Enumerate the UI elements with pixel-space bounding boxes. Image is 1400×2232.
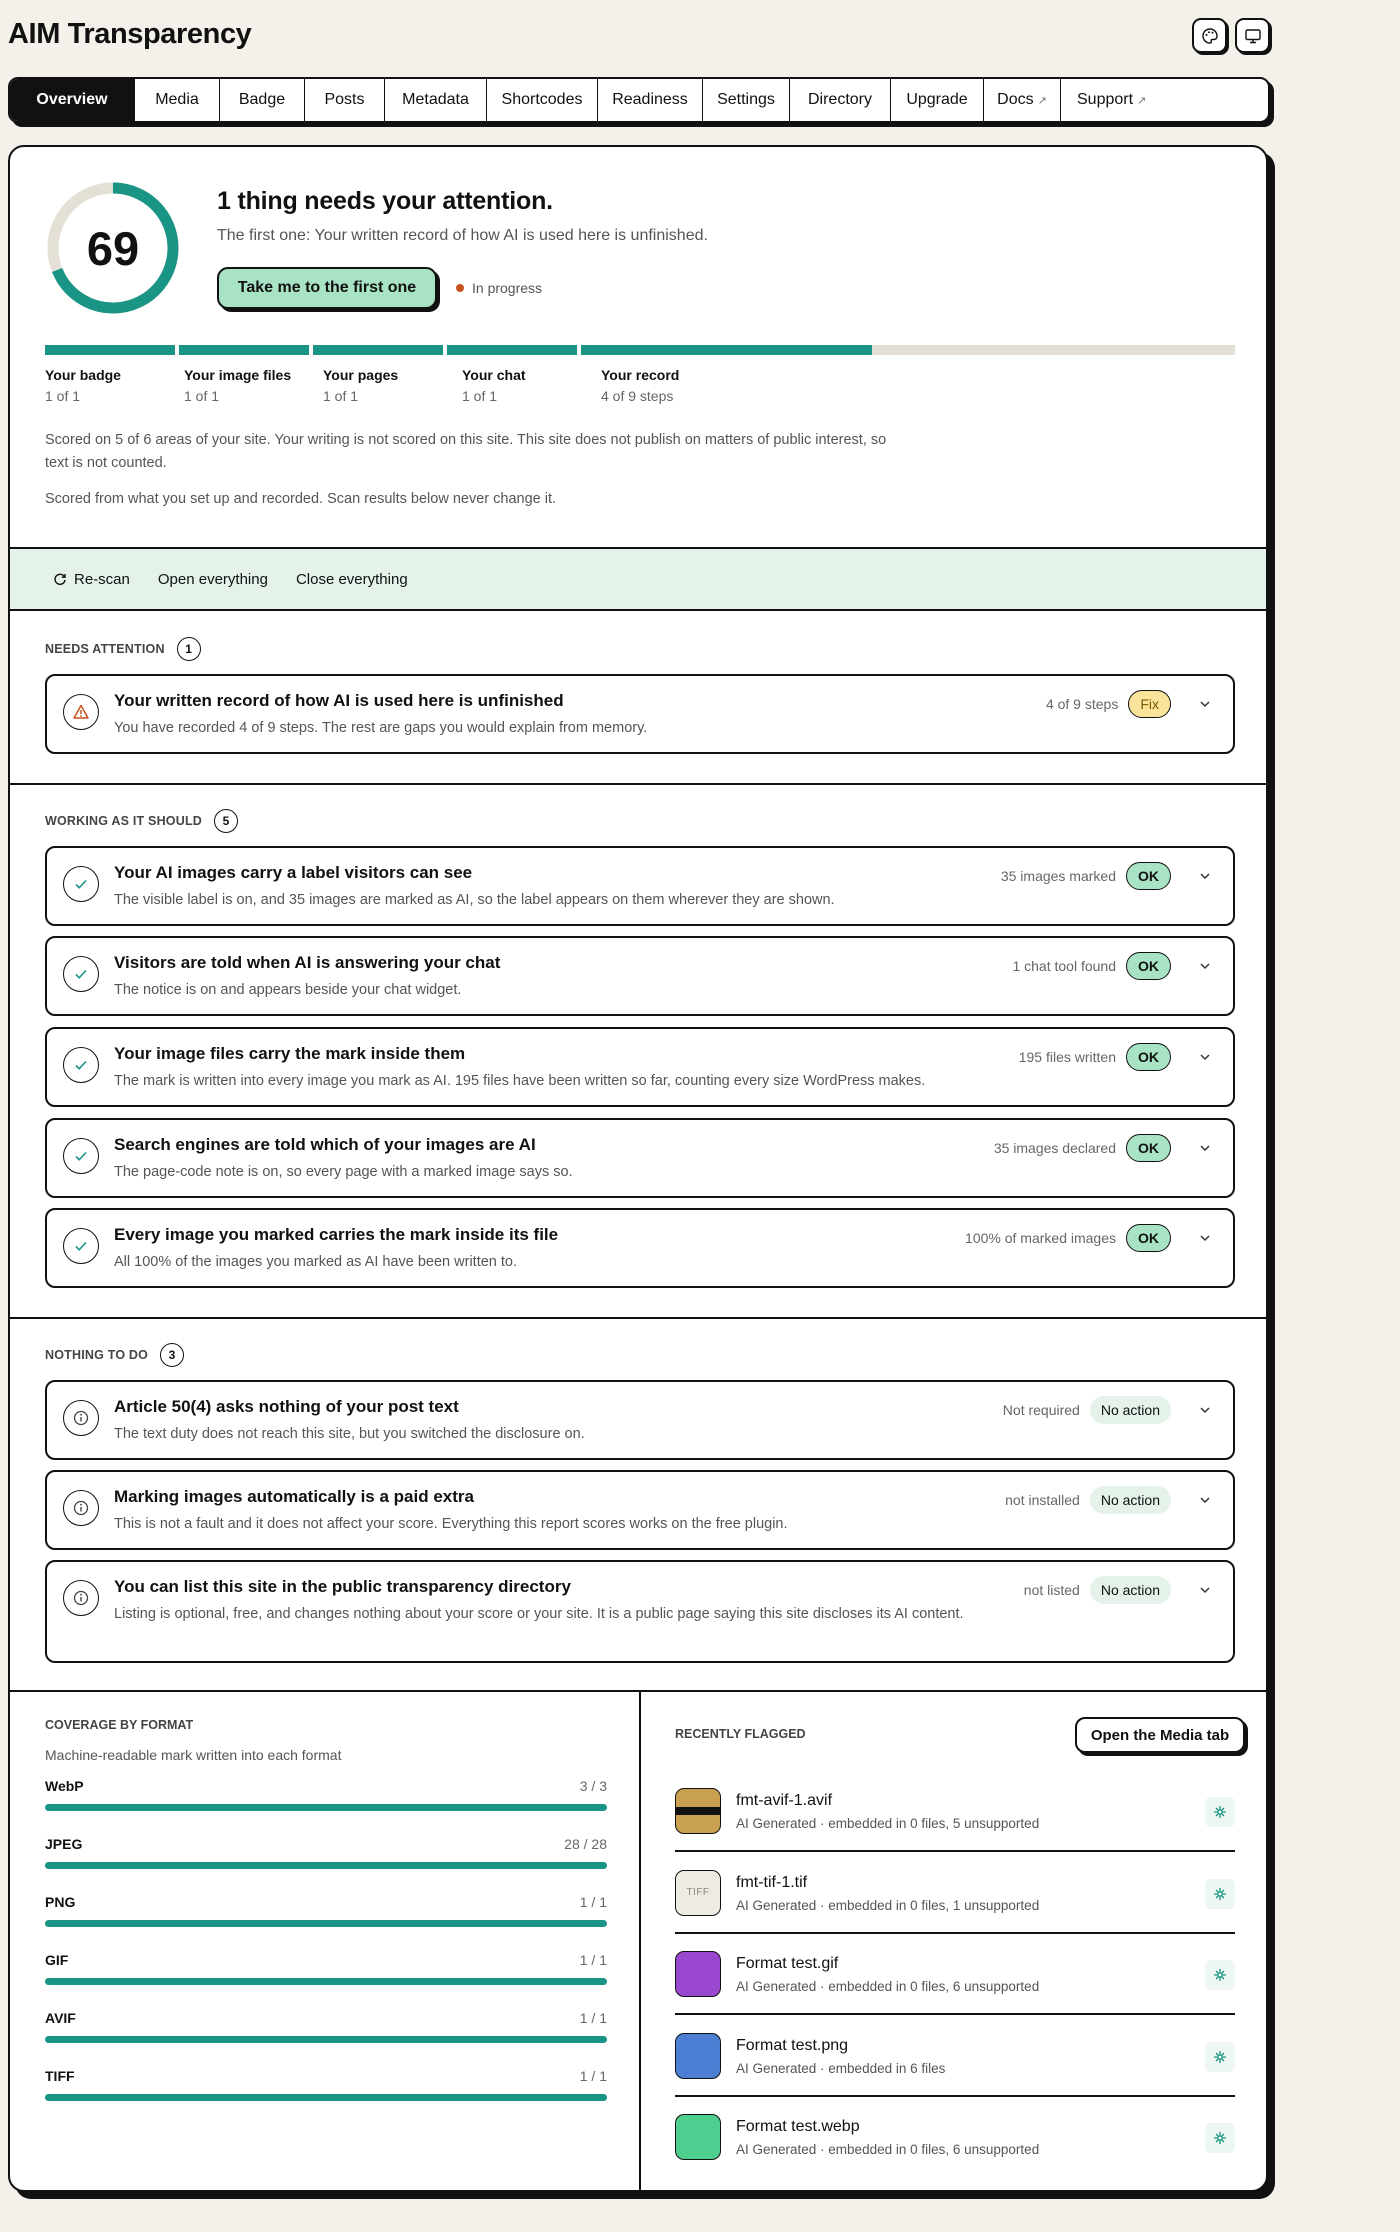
warning-icon bbox=[63, 694, 99, 730]
tab-label: Overview bbox=[36, 91, 108, 108]
flagged-item-meta: AI Generated · embedded in 0 files, 1 unsupported bbox=[736, 1897, 1040, 1913]
status-badge: OK bbox=[1126, 1043, 1171, 1071]
status-row[interactable] bbox=[45, 1470, 1235, 1550]
format-progress-track bbox=[45, 2036, 607, 2043]
step-value: 4 of 9 steps bbox=[601, 388, 674, 404]
row-description: The page-code note is on, so every page with a marked image says so. bbox=[114, 1164, 573, 1180]
tab-posts[interactable] bbox=[305, 79, 385, 121]
row-meta: 4 of 9 steps bbox=[1045, 696, 1119, 712]
progress-segment-fill bbox=[581, 345, 872, 355]
external-link-icon: ↗ bbox=[1137, 94, 1147, 107]
tab-label: Upgrade bbox=[906, 91, 968, 108]
progress-segment-fill bbox=[313, 345, 443, 355]
format-count: 3 / 3 bbox=[579, 1778, 607, 1794]
row-title: Every image you marked carries the mark inside its file bbox=[114, 1225, 559, 1244]
row-status bbox=[1019, 1043, 1217, 1071]
row-title: Your written record of how AI is used here is unfinished bbox=[114, 691, 564, 710]
row-meta: not installed bbox=[1005, 1492, 1080, 1508]
tab-label: Docs bbox=[997, 91, 1034, 108]
chevron-down-icon[interactable] bbox=[1193, 869, 1217, 883]
row-status bbox=[965, 1224, 1217, 1252]
section-count: 5 bbox=[214, 809, 238, 833]
check-icon bbox=[63, 1047, 99, 1083]
row-status bbox=[994, 1134, 1217, 1162]
refresh-icon bbox=[53, 572, 67, 586]
row-status bbox=[1046, 690, 1217, 718]
status-indicator bbox=[456, 280, 542, 296]
info-icon bbox=[63, 1580, 99, 1616]
tab-label: Badge bbox=[238, 91, 286, 108]
chevron-down-icon[interactable] bbox=[1193, 1050, 1217, 1064]
status-row[interactable] bbox=[45, 674, 1235, 754]
row-description: This is not a fault and it does not affect your score. Everything this report scores works on the free plugin. bbox=[114, 1516, 788, 1532]
row-description: The text duty does not reach this site, but you switched the disclosure on. bbox=[114, 1426, 585, 1442]
summary-subtitle: The first one: Your written record of how AI is used here is unfinished. bbox=[217, 227, 708, 244]
thumbnail bbox=[675, 2114, 721, 2160]
check-icon bbox=[63, 1138, 99, 1174]
chevron-down-icon[interactable] bbox=[1193, 1403, 1217, 1417]
check-icon bbox=[63, 866, 99, 902]
sparkle-icon[interactable] bbox=[1205, 1879, 1235, 1909]
progress-segment-fill bbox=[447, 345, 577, 355]
format-progress-track bbox=[45, 1978, 607, 1985]
status-row[interactable] bbox=[45, 936, 1235, 1016]
format-progress-fill bbox=[45, 2094, 607, 2101]
status-badge: OK bbox=[1126, 862, 1171, 890]
format-count: 1 / 1 bbox=[579, 1894, 607, 1910]
flagged-item-name: Format test.png bbox=[736, 2036, 849, 2054]
working-header bbox=[45, 809, 238, 833]
thumbnail bbox=[675, 1870, 721, 1916]
format-name: WebP bbox=[45, 1778, 84, 1794]
tab-readiness[interactable] bbox=[598, 79, 703, 121]
score-note-2: Scored from what you set up and recorded. Scan results below never change it. bbox=[45, 491, 557, 507]
progress-segment bbox=[179, 345, 309, 355]
row-title: Your image files carry the mark inside them bbox=[114, 1044, 466, 1063]
check-icon bbox=[63, 1228, 99, 1264]
flagged-item[interactable] bbox=[675, 1933, 1235, 2015]
chevron-down-icon[interactable] bbox=[1193, 1493, 1217, 1507]
status-badge: OK bbox=[1126, 952, 1171, 980]
tab-media[interactable] bbox=[135, 79, 220, 121]
recently-flagged-title: RECENTLY FLAGGED bbox=[675, 1727, 806, 1741]
step-name: Your pages bbox=[323, 367, 399, 383]
section-divider bbox=[10, 783, 1266, 785]
tab-label: Support bbox=[1077, 91, 1134, 108]
status-badge: Fix bbox=[1128, 690, 1171, 718]
status-text: In progress bbox=[472, 280, 543, 296]
flagged-item-name: fmt-tif-1.tif bbox=[736, 1873, 808, 1891]
format-progress-fill bbox=[45, 1804, 607, 1811]
row-description: All 100% of the images you marked as AI have been written to. bbox=[114, 1254, 518, 1270]
page-header bbox=[8, 18, 1270, 58]
section-label: WORKING AS IT SHOULD bbox=[45, 814, 203, 828]
status-badge: OK bbox=[1126, 1224, 1171, 1252]
format-progress-fill bbox=[45, 1920, 607, 1927]
row-description: Listing is optional, free, and changes nothing about your score or your site. It is a public page saying this site discloses its AI content. bbox=[114, 1606, 964, 1622]
step-value: 1 of 1 bbox=[462, 388, 498, 404]
step-name: Your chat bbox=[462, 367, 526, 383]
score-value: 69 bbox=[86, 221, 140, 275]
progress-segment bbox=[581, 345, 1235, 355]
tab-support[interactable] bbox=[1061, 79, 1268, 121]
tab-label: Posts bbox=[324, 91, 365, 108]
format-count: 1 / 1 bbox=[579, 2068, 607, 2084]
check-icon bbox=[63, 956, 99, 992]
progress-segment-fill bbox=[45, 345, 175, 355]
take-me-to-first-button[interactable]: Take me to the first one bbox=[217, 267, 437, 309]
status-badge: OK bbox=[1126, 1134, 1171, 1162]
step-name: Your record bbox=[601, 367, 680, 383]
row-title: Your AI images carry a label visitors can see bbox=[114, 863, 473, 882]
flagged-item[interactable] bbox=[675, 1770, 1235, 1852]
format-progress-fill bbox=[45, 2036, 607, 2043]
row-meta: 195 files written bbox=[1018, 1049, 1116, 1065]
progress-step bbox=[462, 367, 526, 404]
status-badge: No action bbox=[1090, 1576, 1171, 1604]
flagged-item[interactable] bbox=[675, 1852, 1235, 1934]
section-count: 1 bbox=[177, 637, 201, 661]
format-progress-track bbox=[45, 1804, 607, 1811]
tab-directory[interactable] bbox=[790, 79, 891, 121]
status-row[interactable] bbox=[45, 1027, 1235, 1107]
tab-badge[interactable] bbox=[220, 79, 305, 121]
row-status bbox=[1005, 1486, 1217, 1514]
format-name: GIF bbox=[45, 1952, 69, 1968]
coverage-subtitle: Machine-readable mark written into each format bbox=[45, 1747, 342, 1763]
progress-segment-fill bbox=[179, 345, 309, 355]
status-row[interactable] bbox=[45, 1118, 1235, 1198]
step-value: 1 of 1 bbox=[45, 388, 81, 404]
panel-divider bbox=[639, 1692, 641, 2192]
info-icon bbox=[63, 1490, 99, 1526]
section-divider bbox=[10, 1317, 1266, 1319]
tab-upgrade[interactable] bbox=[891, 79, 984, 121]
row-status bbox=[1012, 952, 1217, 980]
format-count: 28 / 28 bbox=[564, 1836, 607, 1852]
flagged-item-meta: AI Generated · embedded in 0 files, 6 unsupported bbox=[736, 2142, 1040, 2157]
external-link-icon: ↗ bbox=[1037, 94, 1047, 107]
progress-step bbox=[323, 367, 398, 404]
thumbnail-label: TIFF bbox=[686, 1887, 710, 1898]
rescan-label: Re-scan bbox=[74, 570, 130, 588]
format-count: 1 / 1 bbox=[579, 1952, 607, 1968]
chevron-down-icon[interactable] bbox=[1193, 959, 1217, 973]
row-title: Visitors are told when AI is answering your chat bbox=[114, 953, 501, 972]
status-row[interactable] bbox=[45, 1208, 1235, 1288]
row-description: You have recorded 4 of 9 steps. The rest are gaps you would explain from memory. bbox=[114, 720, 648, 736]
tab-docs[interactable] bbox=[984, 79, 1061, 121]
summary-title: 1 thing needs your attention. bbox=[217, 187, 553, 215]
sparkle-icon[interactable] bbox=[1205, 1960, 1235, 1990]
step-name: Your image files bbox=[184, 367, 292, 383]
monitor-icon[interactable] bbox=[1235, 18, 1270, 53]
nothing-to-do-header bbox=[45, 1343, 184, 1367]
tab-label: Settings bbox=[717, 91, 775, 108]
thumbnail bbox=[675, 2033, 721, 2079]
tab-overview[interactable] bbox=[10, 79, 135, 121]
bottom-panels bbox=[10, 1690, 1266, 2192]
sparkle-icon[interactable] bbox=[1205, 2042, 1235, 2072]
format-progress-track bbox=[45, 1920, 607, 1927]
row-title: Article 50(4) asks nothing of your post text bbox=[114, 1397, 459, 1416]
rescan-button[interactable] bbox=[53, 571, 130, 588]
progress-segment bbox=[313, 345, 443, 355]
tab-label: Readiness bbox=[612, 91, 688, 108]
tab-label: Shortcodes bbox=[501, 91, 583, 108]
recently-flagged-panel bbox=[675, 1692, 1245, 2192]
format-name: TIFF bbox=[45, 2068, 75, 2084]
progress-bar bbox=[45, 345, 1235, 355]
progress-segment bbox=[45, 345, 175, 355]
progress-segment bbox=[447, 345, 577, 355]
flagged-item-name: Format test.webp bbox=[736, 2118, 860, 2135]
flagged-item-meta: AI Generated · embedded in 0 files, 6 unsupported bbox=[736, 1979, 1040, 1994]
tab-label: Media bbox=[155, 91, 199, 108]
row-status bbox=[1001, 862, 1217, 890]
open-everything-button[interactable]: Open everything bbox=[157, 570, 268, 588]
palette-icon[interactable] bbox=[1192, 18, 1227, 53]
status-row[interactable] bbox=[45, 846, 1235, 926]
status-row[interactable] bbox=[45, 1380, 1235, 1460]
flagged-item[interactable] bbox=[675, 2096, 1235, 2178]
info-icon bbox=[63, 1400, 99, 1436]
row-meta: 100% of marked images bbox=[965, 1230, 1116, 1246]
row-meta: Not required bbox=[1002, 1402, 1080, 1418]
sparkle-icon[interactable] bbox=[1205, 2123, 1235, 2153]
tab-shortcodes[interactable] bbox=[487, 79, 598, 121]
status-badge: No action bbox=[1090, 1486, 1171, 1514]
thumbnail bbox=[675, 1951, 721, 1997]
section-label: NEEDS ATTENTION bbox=[45, 642, 165, 656]
app-title: AIM Transparency bbox=[8, 18, 252, 50]
overview-card bbox=[8, 145, 1268, 2192]
coverage-title: COVERAGE BY FORMAT bbox=[45, 1718, 194, 1732]
format-progress-track bbox=[45, 1862, 607, 1869]
main-tabs bbox=[8, 77, 1270, 123]
needs-attention-header bbox=[45, 637, 201, 661]
sparkle-icon[interactable] bbox=[1205, 1797, 1235, 1827]
thumbnail bbox=[675, 1788, 721, 1834]
row-meta: 1 chat tool found bbox=[1012, 958, 1116, 974]
format-name: JPEG bbox=[45, 1836, 83, 1852]
format-progress-fill bbox=[45, 1978, 607, 1985]
row-description: The visible label is on, and 35 images are marked as AI, so the label appears on them wherever they are shown. bbox=[114, 892, 835, 908]
flagged-item[interactable] bbox=[675, 2015, 1235, 2097]
actions-toolbar bbox=[10, 547, 1266, 611]
row-title: You can list this site in the public transparency directory bbox=[114, 1577, 571, 1596]
row-title: Marking images automatically is a paid extra bbox=[114, 1487, 474, 1506]
chevron-down-icon[interactable] bbox=[1193, 1141, 1217, 1155]
format-progress-track bbox=[45, 2094, 607, 2101]
open-media-tab-button[interactable]: Open the Media tab bbox=[1075, 1717, 1245, 1753]
row-description: The mark is written into every image you mark as AI. 195 files have been written so far, counting every size WordPress makes. bbox=[114, 1073, 926, 1089]
flagged-item-meta: AI Generated · embedded in 0 files, 5 unsupported bbox=[736, 1816, 1040, 1831]
row-status bbox=[1003, 1396, 1217, 1424]
format-count: 1 / 1 bbox=[579, 2010, 607, 2026]
progress-step bbox=[601, 367, 679, 404]
progress-step bbox=[184, 367, 291, 404]
format-name: AVIF bbox=[45, 2010, 76, 2026]
chevron-down-icon[interactable] bbox=[1193, 1231, 1217, 1245]
status-row[interactable] bbox=[45, 1560, 1235, 1663]
tab-label: Metadata bbox=[402, 91, 469, 108]
tab-label: Directory bbox=[807, 91, 872, 108]
format-name: PNG bbox=[45, 1894, 76, 1910]
progress-step bbox=[45, 367, 121, 404]
tab-metadata[interactable] bbox=[385, 79, 487, 121]
row-meta: 35 images declared bbox=[993, 1140, 1116, 1156]
format-progress-fill bbox=[45, 1862, 607, 1869]
row-meta: 35 images marked bbox=[1000, 868, 1116, 884]
row-status bbox=[1024, 1576, 1217, 1604]
tab-settings[interactable] bbox=[703, 79, 790, 121]
section-count: 3 bbox=[160, 1343, 184, 1367]
score-note-1: Scored on 5 of 6 areas of your site. Your writing is not scored on this site. This site does not publish on matters of public interest, so text is not counted. bbox=[45, 432, 887, 471]
chevron-down-icon[interactable] bbox=[1193, 697, 1217, 711]
flagged-item-name: fmt-avif-1.avif bbox=[736, 1792, 833, 1809]
row-title: Search engines are told which of your images are AI bbox=[114, 1135, 536, 1154]
step-value: 1 of 1 bbox=[184, 388, 220, 404]
chevron-down-icon[interactable] bbox=[1193, 1583, 1217, 1597]
step-value: 1 of 1 bbox=[323, 388, 359, 404]
status-dot-icon bbox=[456, 284, 464, 292]
row-meta: not listed bbox=[1023, 1582, 1080, 1598]
status-badge: No action bbox=[1090, 1396, 1171, 1424]
section-label: NOTHING TO DO bbox=[45, 1348, 149, 1362]
flagged-item-name: Format test.gif bbox=[736, 1955, 839, 1972]
step-name: Your badge bbox=[45, 367, 121, 383]
row-description: The notice is on and appears beside your chat widget. bbox=[114, 982, 462, 998]
flagged-item-meta: AI Generated · embedded in 6 files bbox=[736, 2060, 946, 2076]
close-everything-button[interactable]: Close everything bbox=[295, 570, 408, 588]
